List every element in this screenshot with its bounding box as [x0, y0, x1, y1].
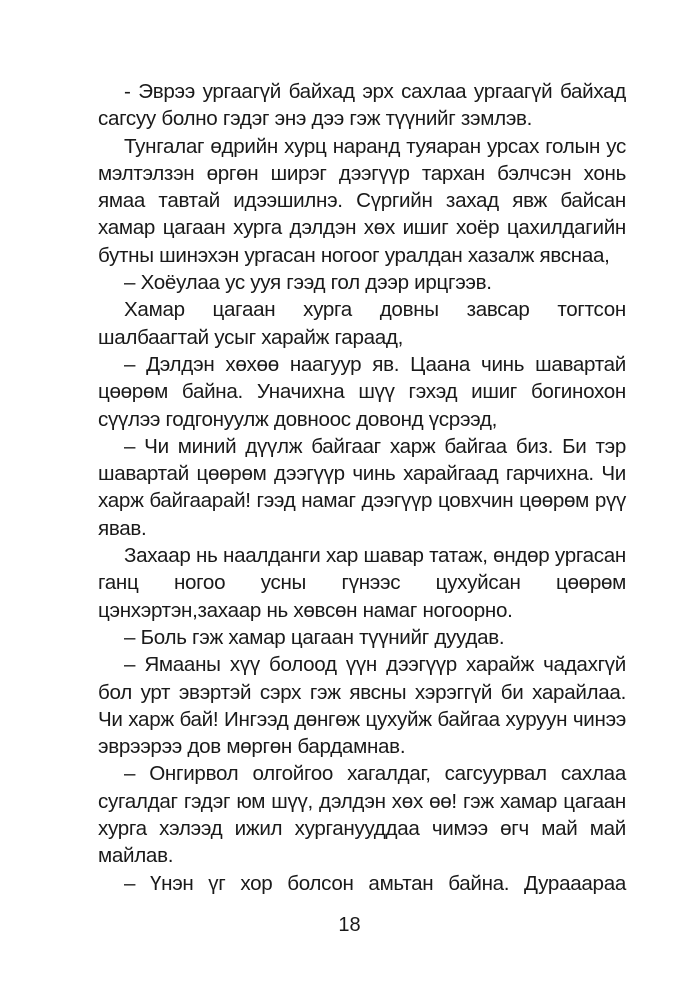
paragraph: Тунгалаг өдрийн хурц наранд туяаран урсах голын ус мэлтэлзэн өргөн ширэг дээгүүр тархан бэлчсэн хонь ямаа тавтай идээшилнэ. Сүргийн захад явж байсан хамар цагаан хурга дэлдэн хөх ишиг хоёр цахилдагийн бутны шинэхэн ургасан ногоог уралдан хазалж явснаа, — [98, 134, 626, 267]
page-number: 18 — [338, 914, 361, 936]
paragraph: – Боль гэж хамар цагаан түүнийг дуудав. — [124, 625, 505, 649]
paragraph: – Дэлдэн хөхөө наагуур яв. Цаана чинь шавартай цөөрөм байна. Уначихна шүү гэхэд ишиг богинохон сүүлээ годгонуулж довноос довонд үсрээд, — [98, 352, 626, 431]
paragraph: – Үнэн үг хор болсон амьтан байна. Дурааараа — [124, 871, 626, 895]
paragraph: Хамар цагаан хурга довны завсар тогтсон шалбаагтай усыг харайж гараад, — [98, 298, 626, 349]
paragraph: - Эврээ ургаагүй байхад эрх сахлаа ургаагүй байхад сагсуу болно гэдэг энэ дээ гэж түүнийг зэмлэв. — [98, 80, 626, 131]
paragraph: – Чи миний дүүлж байгааг харж байгаа биз. Би тэр шавартай цөөрөм дээгүүр чинь харайгаад гарчихна. Чи харж байгаарай! гээд намаг дээгүүр цовхчин цөөрөм рүү явав. — [98, 434, 626, 540]
paragraph: – Онгирвол олгойгоо хагалдаг, сагсуурвал сахлаа сугалдаг гэдэг юм шүү, дэлдэн хөх өө! гэж хамар цагаан хурга хэлээд ижил хурганууддаа чимээ өгч май май майлав. — [98, 762, 626, 868]
page-body-text — [98, 78, 626, 897]
paragraph: – Хоёулаа ус ууя гээд гол дээр ирцгээв. — [124, 271, 492, 295]
paragraph: – Ямааны хүү болоод үүн дээгүүр харайж чадахгүй бол урт эвэртэй сэрх гэж явсны хэрэггүй би харайлаа. Чи харж бай! Ингээд дөнгөж цухуйж байгаа хуруун чинээ эврээрээ дов мөргөн бардамнав. — [98, 653, 626, 759]
paragraph: Захаар нь наалданги хар шавар татаж, өндөр ургасан ганц ногоо усны гүнээс цухуйсан цөөрөм цэнхэртэн,захаар нь хөвсөн намаг ногоорно. — [98, 544, 626, 622]
